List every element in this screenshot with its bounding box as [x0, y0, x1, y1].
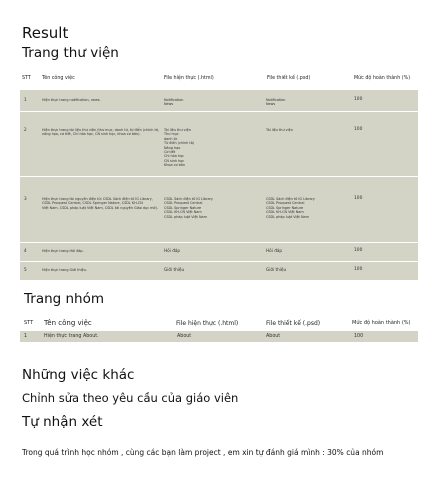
- row-stt: 1: [24, 97, 27, 102]
- row-stt: 2: [24, 127, 27, 132]
- row-progress: 100: [354, 127, 363, 132]
- row-html-file: About: [177, 334, 192, 339]
- row-progress: 100: [354, 267, 363, 272]
- header-html: File hiện thực (.html): [164, 76, 214, 81]
- row-progress: 100: [354, 334, 364, 339]
- row-stt: 1: [24, 334, 28, 339]
- library-table: [20, 90, 418, 280]
- row-task: Hiện thực trang Hỏi đáp.: [42, 249, 84, 253]
- row-stt: 5: [24, 267, 27, 272]
- row-html-files: Notification News: [164, 98, 184, 107]
- self-review-title: Tự nhận xét: [22, 414, 103, 430]
- row-progress: 100: [354, 196, 363, 201]
- row-psd-files: Giới thiệu: [266, 267, 287, 272]
- row-task: Hiện thực trang notification, news.: [42, 98, 101, 102]
- header-progress: Mức độ hoàn thành (%): [352, 320, 411, 326]
- row-progress: 100: [354, 248, 363, 253]
- header-task: Tên công việc: [42, 76, 75, 81]
- header-psd: File thiết kế (.psd): [266, 320, 321, 327]
- row-html-files: Tài liệu thư viện Thư mục danh từ Từ điển (chính tả) Nâng hạo Cơ tiết Chi hóa học CN sinh học Khoa cơ bản: [164, 128, 195, 168]
- row-task: Hiện thực trang Giới thiệu.: [42, 268, 87, 272]
- group-section-title: Trang nhóm: [24, 291, 105, 307]
- self-review-text: Trong quá trình học nhóm , cùng các bạn làm project , em xin tự đánh giá mình : 30% của nhóm: [22, 448, 384, 457]
- row-task: Hiện thực trang tài liệu thư viện (thư mục, danh từ, từ điển (chính tả, nâng hạo, cơ tiết, Chi hóa học, CN sinh học, khoa cơ bản).: [42, 128, 159, 137]
- row-stt: 3: [24, 196, 27, 201]
- result-heading: Result: [22, 24, 69, 42]
- row-task: Hiện thực trang About.: [44, 334, 99, 339]
- group-table: [20, 331, 418, 342]
- row-psd-file: About: [266, 334, 281, 339]
- row-html-files: Giới thiệu: [164, 267, 185, 272]
- header-progress: Mức độ hoàn thành (%): [354, 76, 411, 81]
- row-stt: 4: [24, 248, 27, 253]
- header-stt: STT: [24, 320, 34, 326]
- row-psd-files: Notification News: [266, 98, 286, 107]
- header-stt: STT: [22, 76, 31, 81]
- row-psd-files: CSDL Sách điện tử IG Library CSDL Proquest Central CSDL Springer Nature CSDL KH-CN Việt Nam CSDL pháp luật Việt Nam: [266, 197, 315, 219]
- row-html-files: CSDL Sách điện tử IG Library CSDL Proquest Central CSDL Springer Nature CSDL KH-CN Việt Nam CSDL pháp luật Việt Nam: [164, 197, 213, 219]
- row-progress: 100: [354, 97, 363, 102]
- header-task: Tên công việc: [44, 319, 92, 327]
- other-tasks-title: Những việc khác: [22, 367, 135, 383]
- row-psd-files: Hỏi đáp: [266, 248, 283, 253]
- header-html: File hiện thực (.html): [176, 320, 239, 327]
- row-task: Hiện thực trang tài nguyên điện tử: CSDL Sách điện tử IG Library, CSDL Proquest Central, CSDL Springer Nature, CSDL KH-CN Việt Nam, CSDL pháp luật Việt Nam, CSDL tài nguyên Giáo dục mở).: [42, 197, 158, 210]
- teacher-edit-text: Chỉnh sửa theo yêu cầu của giáo viên: [22, 391, 239, 405]
- header-psd: File thiết kế (.psd): [267, 76, 311, 81]
- row-psd-files: Tài liệu thư viện: [266, 128, 293, 132]
- library-section-title: Trang thư viện: [22, 45, 119, 61]
- row-html-files: Hỏi đáp: [164, 248, 181, 253]
